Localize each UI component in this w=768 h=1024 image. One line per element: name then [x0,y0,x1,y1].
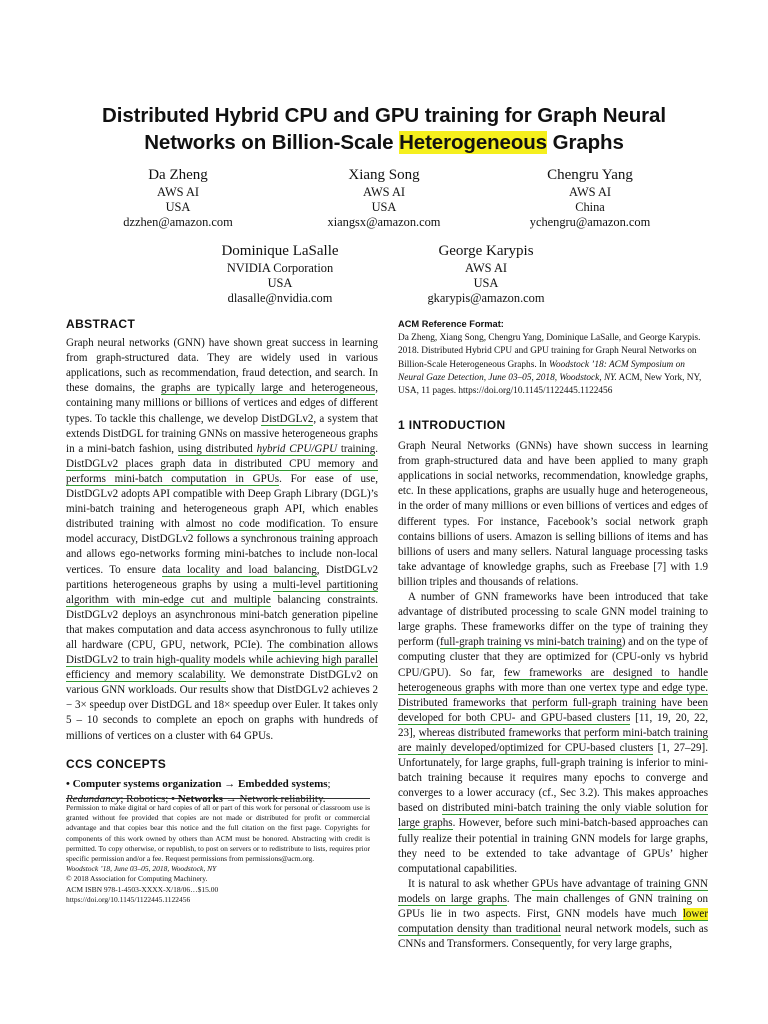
author-email: ychengru@amazon.com [529,215,651,229]
abstract-segment: . To ensure model accuracy, DistDGLv2 follows a synchronous training approach and allows ego-networks forming mini-batches to include non-local vertices. To ensure [66,518,378,576]
acm-segment: Da Zheng, Xiang Song, Chengru Yang, Dominique LaSalle, and George Karypis. 2018. Distributed Hybrid CPU and GPU training for Graph Neural Networks on Billion-Scale Heterogeneous Graphs. In [398,333,701,370]
permission-text: Permission to make digital or hard copies of all or part of this work for personal or classroom use is granted without fee provided that copies are not made or distributed for profit or commercial advantage and that copies bear this notice and the full citation on the first page. Copyrights for components of this work owned by others than ACM must be honored. Abstracting with credit is permitted. To copy otherwise, or republish, to post on servers or to redistribute to lists, requires prior specific permission and/or a fee. Request permissions from permissions@acm.org. [66,803,370,864]
abstract-segment: . [375,442,378,455]
acm-reference-heading: ACM Reference Format: [398,319,504,329]
author-email: dlasalle@nvidia.com [227,291,333,305]
underlined-phrase: GPUs have advantage of training GNN models on large graphs [398,877,708,905]
underlined-phrase: distributed mini-batch training the only viable solution for large graphs [398,802,708,830]
author-name: Xiang Song [348,167,420,183]
ccs-bold: • Computer systems organization → Embedded systems [66,777,328,790]
abstract-segment: . For ease of use, DistDGLv2 adopts API compatible with Deep Graph Library (DGL)’s mini-batch training and heterogeneous graph API, which enables distributed training with [66,472,379,531]
acm-reference-text [398,332,708,398]
underlined-text: computation density than traditional [398,923,561,936]
intro-segment: [1, 27–29]. Unfortunately, for large graphs, full-graph training is inferior to mini-batch training because it requires many epochs to converge and converges to a lower accuracy (cf., Sec 3.2). This makes approaches based on [398,741,709,815]
intro-segment: neural network models, such as CNNs and Transformers. Consequently, for very large graphs, [398,923,708,951]
left-column [66,317,378,807]
intro-segment: [11, 19, 20, 22, 23], [398,711,708,739]
underlined-italic-text: hybrid CPU/GPU [256,442,338,455]
title-line-1: Distributed Hybrid CPU and GPU training for Graph Neural [102,104,666,127]
author-name: Chengru Yang [547,167,633,183]
author-country: USA [165,200,191,214]
underlined-phrase: full-graph training vs mini-batch training [440,636,622,649]
copyright-line: © 2018 Association for Computing Machinery. [66,874,208,884]
author-country: USA [371,200,397,214]
underlined-phrase: graphs are typically large and heterogeneous [161,382,376,395]
author-email: dzzhen@amazon.com [123,215,233,229]
intro-segment: . However, before such mini-batch-based approaches can fully realize their potential in training GNN models for large graphs, they need to be extended to take advantage of GPUs’ higher computational capabilities. [398,817,708,875]
author-country: USA [267,276,293,290]
underlined-phrase: almost no code modification [186,518,323,531]
abstract-segment: Graph neural networks (GNN) have shown great success in learning from graph-structured data. They are widely used in various applications, such as recommendation, fraud detection, and search. In these domains, the [66,337,378,395]
author-org: NVIDIA Corporation [226,261,334,275]
underlined-phrase: whereas distributed frameworks that perform mini-batch training are mainly developed/optimized for CPU-based clusters [398,726,708,754]
abstract-segment: , a system that extends DistDGL for training GNNs on massive heterogeneous graphs in a mini-batch fashion, [66,412,378,455]
author-block [180,242,380,306]
author-org: AWS AI [156,185,200,199]
underlined-text: using distributed [177,442,257,455]
acm-reference [398,318,708,398]
abstract-segment: , DistDGLv2 partitions heterogeneous graphs by using a [66,563,378,591]
ccs-segment: ; [327,777,331,790]
isbn-line: ACM ISBN 978-1-4503-XXXX-X/18/06…$15.00 [66,884,219,894]
highlighted-word: Heterogeneous [399,131,547,154]
underlined-phrase: DistDGLv2 places graph data in distributed CPU memory and performs mini-batch computation in GPUs [66,457,378,485]
abstract-heading: ABSTRACT [66,317,136,331]
underlined-phrase: The combination allows DistDGLv2 to train high-quality models while achieving high parallel efficiency and memory scalability. [66,638,378,682]
paper-title [60,102,708,156]
author-email: xiangsx@amazon.com [327,215,441,229]
author-email: gkarypis@amazon.com [427,291,545,305]
underlined-text: training [337,442,376,455]
highlighted-word: lower [682,908,708,920]
underlined-phrase: data locality and load balancing [162,563,317,576]
permission-notice [66,798,370,905]
underlined-phrase [178,443,375,456]
abstract-segment: , containing many millions or billions of vertices and edges of different types. To tackle this challenge, we develop [66,382,378,425]
intro-segment: ) and on the type of computing cluster that they are optimized for (CPU-only vs hybrid CPU/GPU). So far, [398,636,708,679]
acm-italic: Woodstock ’18: ACM Symposium on Neural Gaze Detection, June 03–05, 2018, Woodstock, NY. [398,359,685,383]
author-org: AWS AI [568,185,612,199]
abstract-segment: balancing constraints. DistDGLv2 deploys an asynchronous mini-batch generation pipeline that makes computation and data access asynchronous to fully utilize all hardware (CPU, GPU, network, PCIe). [66,593,379,651]
ccs-bold: • Networks [171,792,223,805]
intro-paragraph-1: Graph Neural Networks (GNNs) have shown success in learning from graph-structured data and have been applied to many graph applications in social networks, recommendation, knowledge graphs, etc. In these applications, graphs are usually huge and heterogeneous, in the order of many millions or even billions of vertices and edges of different types. For instance, Facebook’s social network graph contains billions of users. Amazon is selling billions of items and has billions of users and many sellers. Natural language processing tasks take advantage of knowledge graphs, such as Freebase [7] with 1.9 billion triples and thousands of relations. [398,440,708,588]
author-name: Da Zheng [148,167,208,183]
title-text-b: Graphs [547,131,624,154]
acm-segment: ACM, New York, NY, USA, 11 pages. https://doi.org/10.1145/1122445.1122456 [398,372,702,397]
underlined-text: much [651,908,683,920]
ccs-italic: Redundancy [66,792,121,805]
intro-paragraph-2 [398,590,708,877]
underlined-phrase: Distributed frameworks that perform full-graph training have been developed for both CPU- and GPU-based clusters [398,696,708,724]
intro-segment: A number of GNN frameworks have been introduced that take advantage of distributed processing to scale GNN model training to large graphs. These frameworks differ on the type of training they perform ( [398,591,708,649]
title-line-2 [60,129,708,156]
doi-line: https://doi.org/10.1145/1122445.1122456 [66,894,191,904]
intro-segment: It is natural to ask whether [408,877,532,890]
ccs-segment: → Network reliability. [222,792,326,805]
abstract-text [66,336,378,744]
underlined-phrase: multi-level partitioning algorithm with min-edge cut and multiple [66,578,378,606]
author-country: USA [473,276,499,290]
venue-line: Woodstock ’18, June 03–05, 2018, Woodstock, NY [66,864,217,874]
author-block [386,242,586,306]
ccs-segment: ; Robotics; [120,792,172,805]
underlined-phrase: few frameworks are designed to handle heterogeneous graphs with more than one vertex type and edge type. [398,666,708,694]
intro-paragraph-3 [398,877,708,952]
underlined-phrase: DistDGLv2 [261,412,314,425]
intro-segment: . The main challenges of GNN training on GPUs lie in two aspects. First, GNN models have [398,892,708,920]
author-block [78,166,278,230]
right-column [398,418,708,952]
author-org: AWS AI [362,185,406,199]
intro-heading: 1 INTRODUCTION [398,418,506,432]
author-block [284,166,484,230]
author-org: AWS AI [464,261,508,275]
ccs-heading: CCS CONCEPTS [66,756,167,771]
abstract-segment: We demonstrate DistDGLv2 on various GNN workloads. Our results show that DistDGLv2 achieves 2 − 3× speedup over DistDGL and 18× speedup over Euler. It takes only 5 – 10 seconds to complete an epoch on graphs with hundreds of millions of vertices on a cluster with 64 GPUs. [66,669,378,742]
author-name: Dominique LaSalle [221,243,339,259]
author-block [490,166,690,230]
title-text-a: Networks on Billion-Scale [144,131,400,154]
author-country: China [575,200,605,214]
author-name: George Karypis [438,243,534,259]
